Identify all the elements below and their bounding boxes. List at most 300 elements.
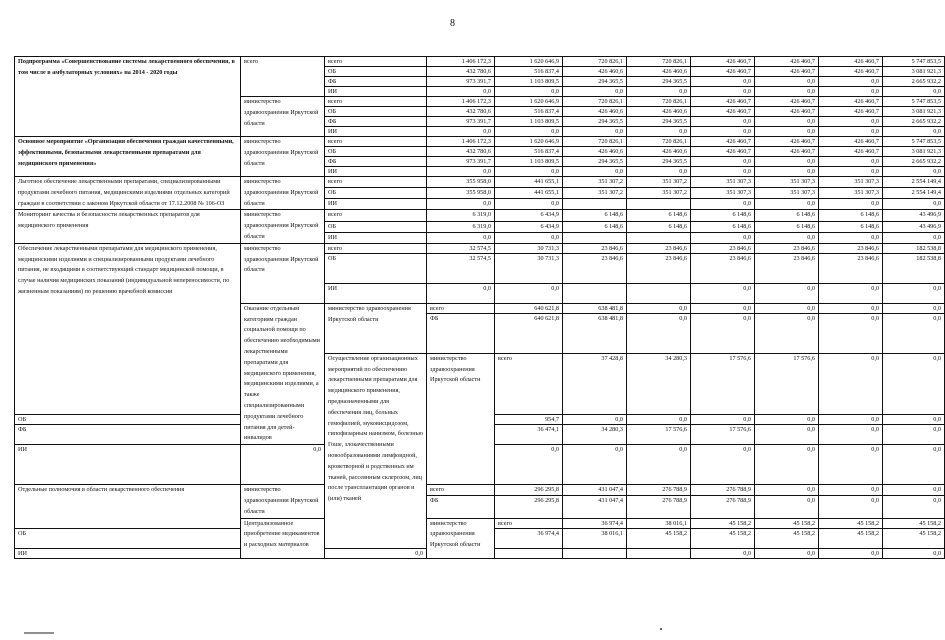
total-value: 2 665 932,2	[883, 77, 945, 87]
year-value: 1 620 646,9	[495, 97, 563, 107]
year-value: 23 846,6	[563, 253, 627, 283]
year-value: 294 365,5	[627, 157, 691, 167]
total-value: 43 496,9	[883, 221, 945, 232]
funding-source: ОБ	[15, 415, 241, 425]
funding-source: ИИ	[325, 232, 427, 243]
table-row	[15, 485, 945, 496]
year-value: 0,0	[691, 127, 755, 137]
funding-source: ИИ	[325, 283, 427, 303]
year-value: 296 295,8	[495, 496, 563, 518]
year-value	[563, 548, 627, 558]
year-value: 6 148,6	[563, 221, 627, 232]
year-value: 0,0	[819, 127, 883, 137]
total-value: 3 081 921,3	[883, 107, 945, 117]
total-value: 0,0	[883, 87, 945, 97]
year-value: 441 655,1	[495, 188, 563, 199]
funding-source: ИИ	[15, 548, 241, 558]
year-value: 0,0	[691, 303, 755, 313]
year-value: 1 103 809,5	[495, 77, 563, 87]
year-value: 0,0	[563, 167, 627, 177]
year-value: 0,0	[427, 167, 495, 177]
year-value: 426 460,7	[755, 107, 819, 117]
year-value: 0,0	[325, 548, 427, 558]
year-value: 36 974,4	[563, 518, 627, 528]
year-value: 0,0	[427, 127, 495, 137]
table-row	[15, 243, 945, 253]
year-value: 0,0	[819, 548, 883, 558]
year-value: 638 481,8	[563, 313, 627, 353]
year-value: 426 460,6	[627, 67, 691, 77]
year-value: 45 158,2	[819, 528, 883, 548]
year-value: 34 280,3	[563, 425, 627, 445]
year-value: 0,0	[755, 303, 819, 313]
year-value: 516 837,4	[495, 147, 563, 157]
year-value: 426 460,7	[691, 67, 755, 77]
year-value: 0,0	[691, 77, 755, 87]
year-value: 0,0	[495, 127, 563, 137]
year-value: 441 655,1	[495, 177, 563, 188]
funding-source: ФБ	[325, 117, 427, 127]
total-value: 2 554 149,4	[883, 177, 945, 188]
year-value: 0,0	[241, 445, 325, 485]
year-value: 6 319,0	[427, 221, 495, 232]
year-value: 0,0	[819, 425, 883, 445]
year-value: 0,0	[755, 445, 819, 485]
year-value: 0,0	[819, 199, 883, 210]
year-value: 0,0	[627, 415, 691, 425]
table-row	[15, 137, 945, 147]
year-value: 0,0	[691, 157, 755, 167]
activity-name: Подпрограмма «Совершенствование системы лекарственного обеспечения, в том числе в амбулаторных условиях» на 2014 - 2020 годы	[15, 57, 241, 137]
year-value: 0,0	[755, 77, 819, 87]
year-value: 0,0	[691, 548, 755, 558]
year-value	[627, 199, 691, 210]
year-value: 276 788,9	[627, 496, 691, 518]
year-value: 0,0	[563, 445, 627, 485]
scan-dot	[660, 628, 662, 630]
funding-source: всего	[495, 518, 563, 528]
responsible-executor: министерство здравоохранения Иркутской области	[241, 485, 325, 518]
year-value: 426 460,6	[563, 147, 627, 157]
funding-source: всего	[325, 243, 427, 253]
year-value: 0,0	[691, 232, 755, 243]
funding-source: ОБ	[325, 147, 427, 157]
funding-source: ФБ	[427, 496, 495, 518]
total-value: 0,0	[883, 199, 945, 210]
funding-source: ФБ	[325, 157, 427, 167]
year-value: 1 620 646,9	[495, 57, 563, 67]
year-value: 1 406 172,3	[427, 137, 495, 147]
year-value: 426 460,6	[627, 147, 691, 157]
funding-source: ОБ	[15, 528, 241, 548]
year-value: 720 826,1	[563, 137, 627, 147]
year-value: 351 307,3	[819, 177, 883, 188]
year-value: 355 958,0	[427, 177, 495, 188]
year-value: 6 148,6	[819, 210, 883, 221]
total-value: 3 081 921,3	[883, 67, 945, 77]
year-value: 1 103 809,5	[495, 117, 563, 127]
year-value: 0,0	[819, 303, 883, 313]
year-value: 431 047,4	[563, 485, 627, 496]
year-value: 1 103 809,5	[495, 157, 563, 167]
year-value: 36 974,4	[495, 528, 563, 548]
year-value	[563, 283, 627, 303]
year-value: 45 158,2	[755, 528, 819, 548]
year-value: 0,0	[819, 157, 883, 167]
total-value: 0,0	[883, 283, 945, 303]
year-value: 6 148,6	[755, 210, 819, 221]
responsible-executor: министерство здравоохранения Иркутской области	[241, 177, 325, 210]
year-value: 0,0	[563, 87, 627, 97]
total-value: 0,0	[883, 127, 945, 137]
year-value: 0,0	[819, 77, 883, 87]
year-value: 23 846,6	[563, 243, 627, 253]
year-value: 0,0	[883, 496, 945, 518]
year-value: 6 319,0	[427, 210, 495, 221]
year-value: 0,0	[819, 283, 883, 303]
year-value: 0,0	[883, 303, 945, 313]
year-value: 0,0	[755, 157, 819, 167]
year-value: 0,0	[627, 167, 691, 177]
year-value: 0,0	[691, 117, 755, 127]
total-value: 0,0	[883, 167, 945, 177]
year-value: 23 846,6	[819, 243, 883, 253]
year-value: 973 391,7	[427, 157, 495, 167]
year-value: 0,0	[563, 127, 627, 137]
year-value: 0,0	[755, 313, 819, 353]
year-value: 432 780,6	[427, 147, 495, 157]
year-value	[627, 548, 691, 558]
year-value: 0,0	[819, 117, 883, 127]
year-value: 0,0	[691, 415, 755, 425]
funding-source: всего	[325, 97, 427, 107]
year-value	[563, 199, 627, 210]
year-value: 426 460,6	[563, 67, 627, 77]
year-value: 17 576,6	[691, 425, 755, 445]
year-value: 426 460,7	[819, 147, 883, 157]
year-value: 426 460,7	[819, 57, 883, 67]
year-value: 6 148,6	[819, 221, 883, 232]
year-value: 0,0	[691, 87, 755, 97]
total-value: 2 554 149,4	[883, 188, 945, 199]
year-value: 0,0	[627, 313, 691, 353]
year-value: 0,0	[755, 548, 819, 558]
year-value: 351 307,2	[563, 188, 627, 199]
year-value: 30 731,3	[495, 253, 563, 283]
year-value: 0,0	[627, 87, 691, 97]
year-value: 0,0	[755, 425, 819, 445]
total-value: 5 747 853,5	[883, 57, 945, 67]
year-value: 720 826,1	[627, 57, 691, 67]
year-value: 0,0	[755, 87, 819, 97]
year-value: 34 280,3	[627, 353, 691, 414]
year-value: 6 148,6	[691, 221, 755, 232]
year-value: 45 158,2	[691, 528, 755, 548]
funding-source: ИИ	[15, 445, 241, 485]
year-value: 351 307,3	[755, 188, 819, 199]
year-value: 1 406 172,3	[427, 57, 495, 67]
year-value: 0,0	[755, 117, 819, 127]
funding-source: всего	[325, 177, 427, 188]
funding-source: всего	[325, 210, 427, 221]
year-value	[495, 548, 563, 558]
total-value: 43 496,9	[883, 210, 945, 221]
year-value: 294 365,5	[563, 157, 627, 167]
year-value: 640 621,8	[495, 303, 563, 313]
year-value: 516 837,4	[495, 107, 563, 117]
year-value: 32 574,5	[427, 253, 495, 283]
year-value: 973 391,7	[427, 117, 495, 127]
year-value: 0,0	[691, 199, 755, 210]
year-value: 638 481,8	[563, 303, 627, 313]
year-value: 276 788,9	[691, 485, 755, 496]
total-value: 2 665 932,2	[883, 157, 945, 167]
year-value: 426 460,7	[691, 147, 755, 157]
year-value: 351 307,2	[563, 177, 627, 188]
budget-table	[14, 56, 945, 559]
year-value: 0,0	[883, 353, 945, 414]
total-value: 182 538,8	[883, 253, 945, 283]
year-value: 0,0	[819, 485, 883, 496]
year-value: 23 846,6	[755, 253, 819, 283]
year-value: 6 434,9	[495, 221, 563, 232]
year-value: 720 826,1	[627, 137, 691, 147]
responsible-executor: министерство здравоохранения Иркутской области	[241, 243, 325, 303]
funding-source: всего	[427, 485, 495, 496]
year-value: 0,0	[691, 445, 755, 485]
year-value: 0,0	[883, 415, 945, 425]
responsible-executor: министерство здравоохранения Иркутской области	[241, 210, 325, 243]
year-value: 0,0	[427, 199, 495, 210]
year-value: 45 158,2	[883, 528, 945, 548]
year-value: 0,0	[627, 303, 691, 313]
year-value: 973 391,7	[427, 77, 495, 87]
year-value: 426 460,7	[819, 97, 883, 107]
year-value: 0,0	[495, 167, 563, 177]
year-value: 0,0	[819, 87, 883, 97]
year-value: 954,7	[495, 415, 563, 425]
funding-source: ФБ	[325, 77, 427, 87]
year-value	[563, 232, 627, 243]
year-value: 720 826,1	[563, 57, 627, 67]
year-value: 351 307,2	[627, 177, 691, 188]
year-value: 0,0	[819, 353, 883, 414]
total-value: 0,0	[883, 548, 945, 558]
year-value: 0,0	[883, 425, 945, 445]
year-value: 426 460,7	[691, 97, 755, 107]
funding-source: ОБ	[325, 253, 427, 283]
year-value: 17 576,6	[627, 425, 691, 445]
activity-name: Основное мероприятие «Организация обеспечения граждан качественными, эффективными, безопасными лекарственными препаратами для медицинского применения»	[15, 137, 241, 177]
year-value: 426 460,6	[627, 107, 691, 117]
year-value: 0,0	[627, 445, 691, 485]
year-value: 23 846,6	[691, 253, 755, 283]
funding-source: ОБ	[325, 221, 427, 232]
year-value: 351 307,3	[819, 188, 883, 199]
year-value: 431 047,4	[563, 496, 627, 518]
funding-source: ФБ	[15, 425, 241, 445]
total-value: 182 538,8	[883, 243, 945, 253]
year-value: 45 158,2	[755, 518, 819, 528]
year-value: 0,0	[427, 232, 495, 243]
year-value: 351 307,3	[755, 177, 819, 188]
year-value: 432 780,6	[427, 67, 495, 77]
year-value: 30 731,3	[495, 243, 563, 253]
funding-source: всего	[325, 137, 427, 147]
funding-source: ИИ	[325, 87, 427, 97]
year-value: 0,0	[755, 199, 819, 210]
year-value: 426 460,7	[819, 107, 883, 117]
year-value: 38 016,1	[563, 528, 627, 548]
year-value: 294 365,5	[627, 77, 691, 87]
year-value: 0,0	[755, 232, 819, 243]
funding-source: ИИ	[325, 127, 427, 137]
year-value: 294 365,5	[627, 117, 691, 127]
year-value: 0,0	[819, 232, 883, 243]
year-value	[627, 232, 691, 243]
year-value: 426 460,7	[755, 147, 819, 157]
year-value: 0,0	[755, 485, 819, 496]
year-value: 516 837,4	[495, 67, 563, 77]
year-value: 32 574,5	[427, 243, 495, 253]
year-value: 355 958,0	[427, 188, 495, 199]
year-value: 0,0	[495, 87, 563, 97]
year-value: 426 460,7	[755, 97, 819, 107]
year-value: 276 788,9	[691, 496, 755, 518]
year-value: 0,0	[755, 127, 819, 137]
year-value: 720 826,1	[627, 97, 691, 107]
page-number: 8	[450, 18, 455, 29]
year-value: 45 158,2	[819, 518, 883, 528]
year-value: 294 365,5	[563, 117, 627, 127]
year-value: 426 460,7	[755, 137, 819, 147]
responsible-executor: всего	[241, 57, 325, 97]
activity-name: Централизованное приобретение медикаментов и расходных материалов	[241, 518, 325, 558]
year-value: 0,0	[427, 283, 495, 303]
year-value: 45 158,2	[691, 518, 755, 528]
funding-source: ОБ	[325, 67, 427, 77]
funding-source: ОБ	[325, 107, 427, 117]
year-value: 640 621,8	[495, 313, 563, 353]
activity-name: Льготное обеспечение лекарственными препаратами, специализированными продуктами лечебного питания, медицинскими изделиями отдельных категорий граждан в соответствии с законом Иркутской области от 17.12.2008 № 106-ОЗ	[15, 177, 241, 210]
responsible-executor: министерство здравоохранения Иркутской области	[241, 97, 325, 137]
year-value: 0,0	[495, 199, 563, 210]
year-value: 17 576,6	[691, 353, 755, 414]
table-row	[15, 210, 945, 221]
year-value: 426 460,7	[691, 107, 755, 117]
year-value: 6 148,6	[563, 210, 627, 221]
funding-source: ИИ	[325, 199, 427, 210]
year-value: 45 158,2	[627, 528, 691, 548]
year-value: 23 846,6	[755, 243, 819, 253]
year-value: 0,0	[883, 485, 945, 496]
year-value: 6 148,6	[691, 210, 755, 221]
year-value: 1 620 646,9	[495, 137, 563, 147]
year-value: 426 460,7	[755, 67, 819, 77]
total-value: 0,0	[883, 445, 945, 485]
year-value: 0,0	[627, 127, 691, 137]
total-value: 5 747 853,5	[883, 97, 945, 107]
funding-source: всего	[495, 353, 563, 414]
year-value: 426 460,7	[819, 67, 883, 77]
total-value: 5 747 853,5	[883, 137, 945, 147]
year-value: 0,0	[819, 167, 883, 177]
year-value: 0,0	[691, 313, 755, 353]
year-value: 0,0	[691, 283, 755, 303]
year-value: 0,0	[755, 415, 819, 425]
funding-source: всего	[325, 57, 427, 67]
total-value: 2 665 932,2	[883, 117, 945, 127]
activity-name: Отдельные полномочия в области лекарственного обеспечения	[15, 485, 241, 528]
funding-source: всего	[427, 303, 495, 313]
total-value: 0,0	[883, 232, 945, 243]
year-value: 426 460,7	[691, 137, 755, 147]
year-value: 720 826,1	[563, 97, 627, 107]
total-value: 3 081 921,3	[883, 147, 945, 157]
year-value: 23 846,6	[691, 243, 755, 253]
year-value: 0,0	[819, 313, 883, 353]
funding-source: ИИ	[325, 167, 427, 177]
activity-name: Обеспечение лекарственными препаратами для медицинского применения, медицинскими изделиями и специализированными продуктами лечебного питания, не входящими в соответствующий стандарт медицинской помощи, в случае наличия медицинских показаний (индивидуальной непереносимости, по жизненным показаниям) по решению врачебной комиссии	[15, 243, 241, 414]
year-value: 0,0	[563, 415, 627, 425]
responsible-executor: министерство здравоохранения Иркутской области	[325, 303, 427, 353]
year-value: 45 158,2	[883, 518, 945, 528]
activity-name: Мониторинг качества и безопасности лекарственных препаратов для медицинского применения	[15, 210, 241, 243]
responsible-executor: министерство здравоохранения Иркутской области	[427, 518, 495, 558]
year-value: 1 406 172,3	[427, 97, 495, 107]
year-value: 294 365,5	[563, 77, 627, 87]
funding-source: ОБ	[325, 188, 427, 199]
year-value: 0,0	[755, 167, 819, 177]
year-value: 426 460,7	[691, 57, 755, 67]
year-value: 0,0	[819, 415, 883, 425]
year-value: 351 307,3	[691, 188, 755, 199]
year-value: 351 307,3	[691, 177, 755, 188]
year-value: 23 846,6	[819, 253, 883, 283]
year-value: 426 460,7	[755, 57, 819, 67]
table-row	[15, 177, 945, 188]
scan-artifact	[24, 632, 54, 634]
year-value: 6 434,9	[495, 210, 563, 221]
year-value: 36 474,1	[495, 425, 563, 445]
year-value: 0,0	[495, 232, 563, 243]
year-value: 6 148,6	[627, 210, 691, 221]
year-value: 0,0	[755, 283, 819, 303]
responsible-executor: министерство здравоохранения Иркутской области	[241, 137, 325, 177]
year-value: 23 846,6	[627, 243, 691, 253]
year-value: 0,0	[883, 313, 945, 353]
year-value: 432 780,6	[427, 107, 495, 117]
year-value: 0,0	[495, 283, 563, 303]
activity-name: Оказание отдельным категориям граждан социальной помощи по обеспечению необходимыми лекарственными препаратами для медицинского применения, медицинскими изделиями, а также специализированными продуктами лечебного питания для детей-инвалидов	[241, 303, 325, 444]
year-value: 0,0	[691, 167, 755, 177]
funding-source: ФБ	[427, 313, 495, 353]
year-value: 351 307,2	[627, 188, 691, 199]
year-value: 276 788,9	[627, 485, 691, 496]
year-value: 426 460,6	[563, 107, 627, 117]
year-value: 0,0	[819, 496, 883, 518]
year-value: 296 295,8	[495, 485, 563, 496]
year-value: 426 460,7	[819, 137, 883, 147]
year-value: 0,0	[755, 496, 819, 518]
year-value	[627, 283, 691, 303]
year-value: 6 148,6	[755, 221, 819, 232]
responsible-executor: министерство здравоохранения Иркутской области	[427, 353, 495, 484]
year-value: 0,0	[427, 87, 495, 97]
table-row	[15, 57, 945, 67]
year-value: 38 016,1	[627, 518, 691, 528]
activity-name: Осуществление организационных мероприятий по обеспечению лекарственными препаратами для медицинского применения, предназначенными для обеспечения лиц, больных гемофилией, муковисцидозом, гипофизарным нанизмом, болезнью Гоше, злокачественными новообразованиями лимфоидной, кроветворной и родственных им тканей, рассеянным склерозом, лиц после трансплантации органов и (или) тканей	[325, 353, 427, 548]
